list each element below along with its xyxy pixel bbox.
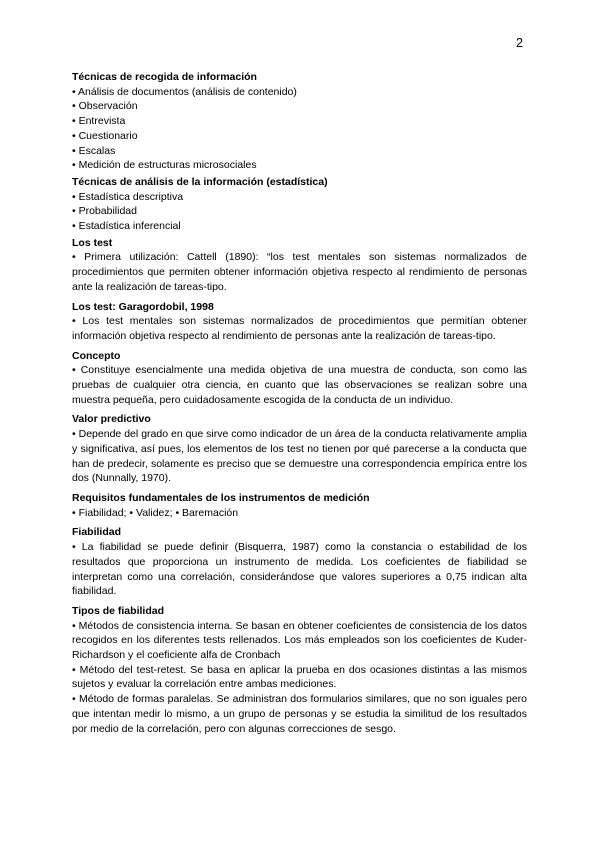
paragraph: • Los test mentales son sistemas normalizados de procedimientos que permitían obtener información objetiva respecto al rendimiento de personas ante la realización de tareas-tipo. — [72, 315, 527, 342]
page-number: 2 — [516, 36, 523, 50]
paragraph: • Constituye esencialmente una medida objetiva de una muestra de conducta, son como las pruebas de cualquier otra ciencia, en cuanto que las observaciones se realizan sobre una muestra pequeña, pero cuidadosamente escogida de la conducta de un individuo. — [72, 364, 527, 406]
paragraph: • Métodos de consistencia interna. Se basan en obtener coeficientes de consistencia de los datos recogidos en los diferentes tests rellenados. Los más empleados son los coeficientes de Kuder-Richardson y el coeficiente alfa de Cronbach — [72, 619, 527, 662]
section-heading: Técnicas de análisis de la información (estadística) — [72, 175, 328, 188]
section-heading: Tipos de fiabilidad — [72, 604, 164, 617]
section-heading: Técnicas de recogida de información — [72, 71, 257, 83]
list-item: • Estadística descriptiva — [72, 190, 184, 203]
paragraph: • Primera utilización: Cattell (1890): “los test mentales son sistemas normalizados de procedimientos que permiten obtener información objetiva respecto al rendimiento de personas ante la realización de tareas-tipo. — [72, 251, 527, 293]
section-garagordobil — [72, 300, 527, 344]
list-item: • Estadística inferencial — [72, 220, 181, 233]
section-heading: Valor predictivo — [72, 413, 151, 426]
list-item: • Cuestionario — [72, 129, 138, 142]
section-heading: Concepto — [72, 349, 121, 362]
list-item: • Entrevista — [72, 115, 126, 128]
list-item: • Probabilidad — [72, 205, 137, 218]
paragraph: • La fiabilidad se puede definir (Bisquerra, 1987) como la constancia o estabilidad de los resultados que proporciona un instrumento de medida. Los coeficientes de fiabilidad se interpretan como una correlación, considerándose que valores superiores a 0,75 indican alta fiabilidad. — [72, 541, 527, 598]
list-item: • Observación — [72, 100, 138, 113]
list-item: • Escalas — [72, 144, 116, 157]
section-heading: Los test: Garagordobil, 1998 — [72, 300, 214, 313]
section-recogida — [72, 70, 527, 173]
section-los-test — [72, 236, 527, 295]
paragraph: • Fiabilidad; • Validez; • Baremación — [72, 506, 239, 519]
list-item: • Análisis de documentos (análisis de contenido) — [72, 85, 297, 98]
section-concepto — [72, 349, 527, 408]
list-item: • Medición de estructuras microsociales — [72, 159, 257, 172]
paragraph: • Depende del grado en que sirve como indicador de un área de la conducta relativamente amplia y significativa, así pues, los elementos de los test no tienen por qué parecerse a la conducta que han de predecir, solamente es preciso que se demuestre una correspondencia empírica entre los dos (Nunnally, 1970). — [72, 428, 527, 485]
section-heading: Los test — [72, 236, 113, 249]
paragraph: • Método del test-retest. Se basa en aplicar la prueba en dos ocasiones distintas a las mismos sujetos y evaluar la correlación entre ambas mediciones. — [72, 663, 527, 691]
section-tipos-fiabilidad — [72, 604, 527, 736]
paragraph: • Método de formas paralelas. Se administran dos formularios similares, que no son iguales pero que intentan medir lo mismo, a un grupo de personas y se estudia la similitud de los resultados por medio de la correlación, pero con algunas correcciones de sesgo. — [72, 693, 527, 735]
section-requisitos — [72, 491, 527, 520]
section-heading: Requisitos fundamentales de los instrumentos de medición — [72, 491, 370, 504]
section-fiabilidad — [72, 525, 527, 599]
document-body — [72, 70, 527, 741]
section-analisis — [72, 175, 527, 234]
section-valor-predictivo — [72, 412, 527, 486]
section-heading: Fiabilidad — [72, 526, 122, 539]
